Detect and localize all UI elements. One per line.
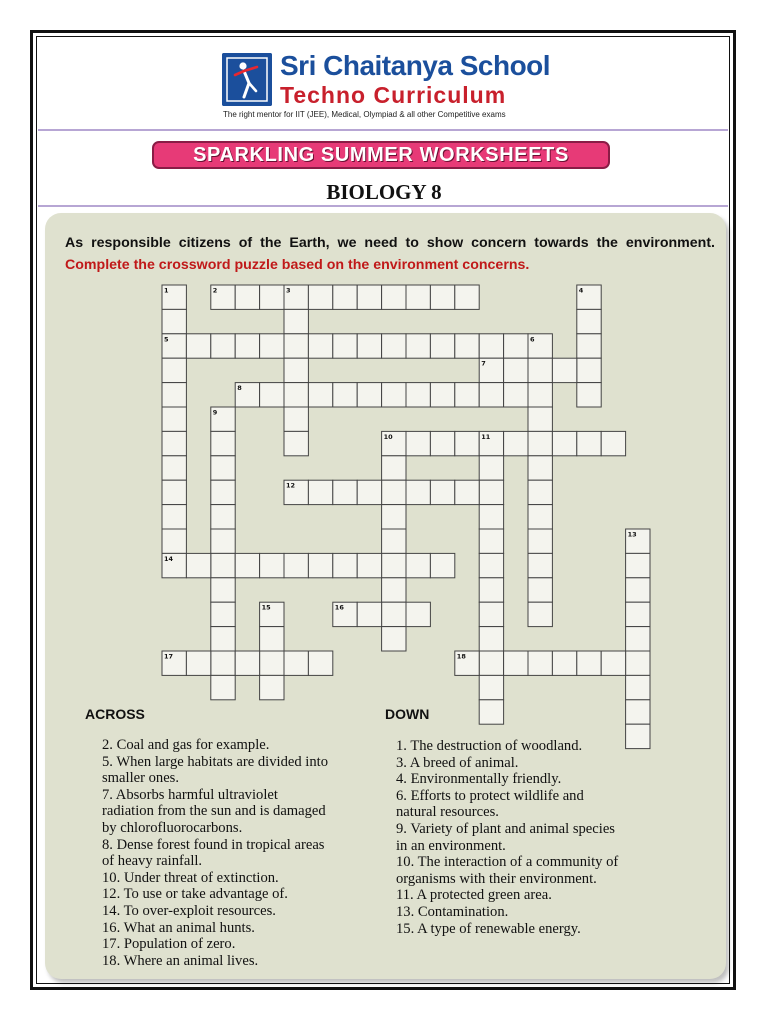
across-clue: 12. To use or take advantage of. (102, 886, 288, 903)
crossword-cell[interactable] (162, 456, 186, 480)
clue-number-label: 4 (578, 286, 584, 295)
crossword-cell[interactable] (260, 285, 284, 309)
crossword-cell[interactable] (430, 285, 454, 309)
crossword-cell[interactable] (430, 431, 454, 455)
crossword-cell[interactable] (626, 553, 650, 577)
down-clue: natural resources. (396, 804, 499, 821)
across-clue: 17. Population of zero. (102, 936, 236, 953)
crossword-cell[interactable] (186, 334, 210, 358)
crossword-cell[interactable] (211, 334, 235, 358)
crossword-cell[interactable] (601, 651, 625, 675)
clue-number-label: 10 (383, 432, 393, 441)
crossword-cell[interactable] (308, 383, 332, 407)
crossword-cell[interactable] (552, 651, 576, 675)
clue-number-label: 18 (456, 652, 466, 661)
crossword-cell[interactable] (308, 651, 332, 675)
banner-text: SPARKLING SUMMER WORKSHEETS (193, 143, 569, 166)
crossword-cell[interactable] (333, 480, 357, 504)
crossword-cell[interactable] (162, 505, 186, 529)
crossword-cell[interactable] (577, 334, 601, 358)
crossword-cell[interactable] (211, 627, 235, 651)
across-clue: 18. Where an animal lives. (102, 952, 259, 969)
clue-number-label: 17 (164, 652, 174, 661)
crossword-cell[interactable] (162, 431, 186, 455)
clue-number-label: 8 (237, 384, 242, 393)
crossword-cell[interactable] (626, 578, 650, 602)
crossword-cell[interactable] (601, 431, 625, 455)
crossword-cell[interactable] (162, 407, 186, 431)
clue-number-label: 7 (481, 359, 486, 368)
down-clue: organisms with their environment. (396, 870, 597, 887)
crossword-cell[interactable] (382, 480, 406, 504)
crossword-cell[interactable] (382, 505, 406, 529)
crossword-cell[interactable] (162, 529, 186, 553)
crossword-cell[interactable] (528, 505, 552, 529)
crossword-cell[interactable] (382, 602, 406, 626)
crossword-cell[interactable] (308, 285, 332, 309)
crossword-cell[interactable] (211, 456, 235, 480)
crossword-cell[interactable] (260, 553, 284, 577)
crossword-cell[interactable] (528, 651, 552, 675)
clue-number-label: 15 (261, 603, 271, 612)
clue-number-label: 1 (164, 286, 169, 295)
crossword-cell[interactable] (406, 431, 430, 455)
crossword-cell[interactable] (162, 383, 186, 407)
crossword-cell[interactable] (479, 651, 503, 675)
down-clue: 13. Contamination. (396, 903, 509, 920)
crossword-cell[interactable] (308, 480, 332, 504)
brand-subtitle: Techno Curriculum (280, 82, 507, 108)
crossword-cell[interactable] (284, 358, 308, 382)
crossword-cell[interactable] (504, 383, 528, 407)
crossword-cell[interactable] (528, 456, 552, 480)
crossword-cell[interactable] (284, 309, 308, 333)
crossword-cell[interactable] (284, 383, 308, 407)
crossword-cell[interactable] (626, 651, 650, 675)
crossword-cell[interactable] (528, 407, 552, 431)
across-clue: 8. Dense forest found in tropical areas (102, 836, 325, 853)
crossword-cell[interactable] (186, 553, 210, 577)
crossword-cell[interactable] (528, 602, 552, 626)
crossword-cell[interactable] (406, 553, 430, 577)
crossword-cell[interactable] (406, 383, 430, 407)
crossword-cell[interactable] (479, 456, 503, 480)
crossword-cell[interactable] (577, 358, 601, 382)
crossword-cell[interactable] (577, 309, 601, 333)
crossword-cell[interactable] (357, 383, 381, 407)
crossword-cell[interactable] (333, 553, 357, 577)
crossword-cell[interactable] (382, 285, 406, 309)
crossword-cell[interactable] (382, 578, 406, 602)
crossword-cell[interactable] (235, 553, 259, 577)
crossword-cell[interactable] (211, 675, 235, 699)
crossword-cell[interactable] (162, 309, 186, 333)
crossword-cell[interactable] (455, 431, 479, 455)
crossword-cell[interactable] (552, 431, 576, 455)
crossword-cell[interactable] (528, 578, 552, 602)
down-clue: 15. A type of renewable energy. (396, 920, 581, 937)
crossword-cell[interactable] (260, 334, 284, 358)
crossword-cell[interactable] (260, 651, 284, 675)
crossword-cell[interactable] (455, 285, 479, 309)
crossword-cell[interactable] (382, 334, 406, 358)
crossword-cell[interactable] (235, 285, 259, 309)
crossword-cell[interactable] (211, 553, 235, 577)
clue-number-label: 2 (212, 286, 218, 295)
down-clue: 9. Variety of plant and animal species (396, 820, 615, 837)
clue-number-label: 11 (481, 432, 491, 441)
crossword-cell[interactable] (260, 383, 284, 407)
clue-number-label: 16 (334, 603, 344, 612)
across-clue: 16. What an animal hunts. (102, 919, 255, 936)
crossword-cell[interactable] (382, 553, 406, 577)
crossword-cell[interactable] (430, 480, 454, 504)
across-clue-list (102, 737, 382, 969)
crossword-cell[interactable] (528, 529, 552, 553)
crossword-cell[interactable] (577, 383, 601, 407)
crossword-cell[interactable] (382, 456, 406, 480)
crossword-cell[interactable] (430, 334, 454, 358)
crossword-cell[interactable] (479, 627, 503, 651)
crossword-cell[interactable] (211, 578, 235, 602)
crossword-cell[interactable] (528, 431, 552, 455)
across-clue: 7. Absorbs harmful ultraviolet (102, 786, 278, 803)
across-clue: 10. Under threat of extinction. (102, 869, 279, 886)
crossword-cell[interactable] (357, 334, 381, 358)
crossword-cell[interactable] (479, 578, 503, 602)
crossword-cell[interactable] (479, 383, 503, 407)
crossword-cell[interactable] (284, 334, 308, 358)
crossword-cell[interactable] (284, 431, 308, 455)
down-heading: DOWN (385, 706, 430, 722)
crossword-cell[interactable] (479, 700, 503, 724)
down-clue: 10. The interaction of a community of (396, 854, 619, 871)
crossword-cell[interactable] (308, 553, 332, 577)
crossword-cell[interactable] (479, 480, 503, 504)
crossword-cell[interactable] (357, 285, 381, 309)
crossword-cell[interactable] (577, 431, 601, 455)
clue-number-label: 14 (164, 554, 174, 563)
crossword-cell[interactable] (406, 480, 430, 504)
crossword-cell[interactable] (162, 358, 186, 382)
crossword-cell[interactable] (357, 602, 381, 626)
down-clue: 1. The destruction of woodland. (396, 738, 583, 754)
crossword-cell[interactable] (479, 334, 503, 358)
crossword-cell[interactable] (382, 529, 406, 553)
down-clue: 4. Environmentally friendly. (396, 771, 562, 788)
clue-number-label: 6 (530, 335, 535, 344)
crossword-cell[interactable] (333, 334, 357, 358)
crossword-cell[interactable] (211, 505, 235, 529)
down-clue: 11. A protected green area. (396, 887, 552, 904)
crossword-cell[interactable] (260, 675, 284, 699)
crossword-cell[interactable] (430, 383, 454, 407)
down-clue-list (396, 738, 686, 937)
crossword-cell[interactable] (333, 285, 357, 309)
crossword-cell[interactable] (455, 383, 479, 407)
brand-title: Sri Chaitanya School (280, 50, 551, 81)
clue-number-label: 3 (286, 286, 291, 295)
intro-text: As responsible citizens of the Earth, we need to show concern towards the environment. (65, 235, 715, 251)
crossword-cell[interactable] (430, 553, 454, 577)
crossword-cell[interactable] (211, 651, 235, 675)
crossword-cell[interactable] (479, 553, 503, 577)
crossword-cell[interactable] (333, 383, 357, 407)
crossword-cell[interactable] (528, 480, 552, 504)
crossword-cell[interactable] (186, 651, 210, 675)
crossword-cell[interactable] (284, 651, 308, 675)
crossword-cell[interactable] (211, 529, 235, 553)
crossword-cell[interactable] (284, 407, 308, 431)
clue-number-label: 13 (627, 530, 637, 539)
crossword-cell[interactable] (284, 553, 308, 577)
crossword-cell[interactable] (504, 651, 528, 675)
across-clue: of heavy rainfall. (102, 853, 203, 870)
crossword-cell[interactable] (479, 505, 503, 529)
down-clue: 3. A breed of animal. (396, 754, 519, 771)
crossword-cell[interactable] (626, 602, 650, 626)
crossword-cell[interactable] (626, 627, 650, 651)
crossword-cell[interactable] (528, 383, 552, 407)
crossword-cell[interactable] (308, 334, 332, 358)
across-clue: 2. Coal and gas for example. (102, 737, 270, 753)
crossword-cell[interactable] (357, 553, 381, 577)
crossword-cell[interactable] (626, 700, 650, 724)
crossword-cell[interactable] (455, 334, 479, 358)
subject-title: BIOLOGY 8 (326, 180, 442, 204)
crossword-cell[interactable] (626, 675, 650, 699)
crossword-cell[interactable] (528, 358, 552, 382)
crossword-cell[interactable] (211, 480, 235, 504)
crossword-cell[interactable] (235, 334, 259, 358)
across-heading: ACROSS (85, 706, 145, 722)
crossword-cell[interactable] (235, 651, 259, 675)
crossword-cell[interactable] (552, 358, 576, 382)
crossword-cell[interactable] (504, 334, 528, 358)
crossword-cell[interactable] (211, 602, 235, 626)
crossword-cell[interactable] (528, 553, 552, 577)
across-clue: 14. To over-exploit resources. (102, 902, 276, 919)
clue-number-label: 12 (286, 481, 296, 490)
crossword-cell[interactable] (382, 383, 406, 407)
brand-tagline: The right mentor for IIT (JEE), Medical, Olympiad & all other Competitive exams (223, 110, 506, 119)
intro-instruction: Complete the crossword puzzle based on the environment concerns. (65, 257, 530, 273)
clue-number-label: 9 (212, 408, 218, 417)
crossword-cell[interactable] (406, 285, 430, 309)
across-clue: smaller ones. (102, 770, 180, 787)
crossword-cell[interactable] (162, 480, 186, 504)
crossword-cell[interactable] (504, 358, 528, 382)
crossword-cell[interactable] (504, 431, 528, 455)
across-clue: by chlorofluorocarbons. (102, 819, 243, 836)
crossword-cell[interactable] (479, 675, 503, 699)
crossword-cell[interactable] (211, 431, 235, 455)
crossword-cell[interactable] (260, 627, 284, 651)
crossword-cell[interactable] (577, 651, 601, 675)
crossword-cell[interactable] (357, 480, 381, 504)
crossword-cell[interactable] (406, 334, 430, 358)
down-clue: in an environment. (396, 837, 506, 854)
crossword-cell[interactable] (479, 602, 503, 626)
crossword-cell[interactable] (455, 480, 479, 504)
crossword-cell[interactable] (479, 529, 503, 553)
clue-number-label: 5 (164, 335, 169, 344)
down-clue: 6. Efforts to protect wildlife and (396, 787, 584, 804)
across-clue: 5. When large habitats are divided into (102, 753, 329, 770)
crossword-cell[interactable] (406, 602, 430, 626)
across-clue: radiation from the sun and is damaged (102, 803, 326, 820)
crossword-cell[interactable] (382, 627, 406, 651)
